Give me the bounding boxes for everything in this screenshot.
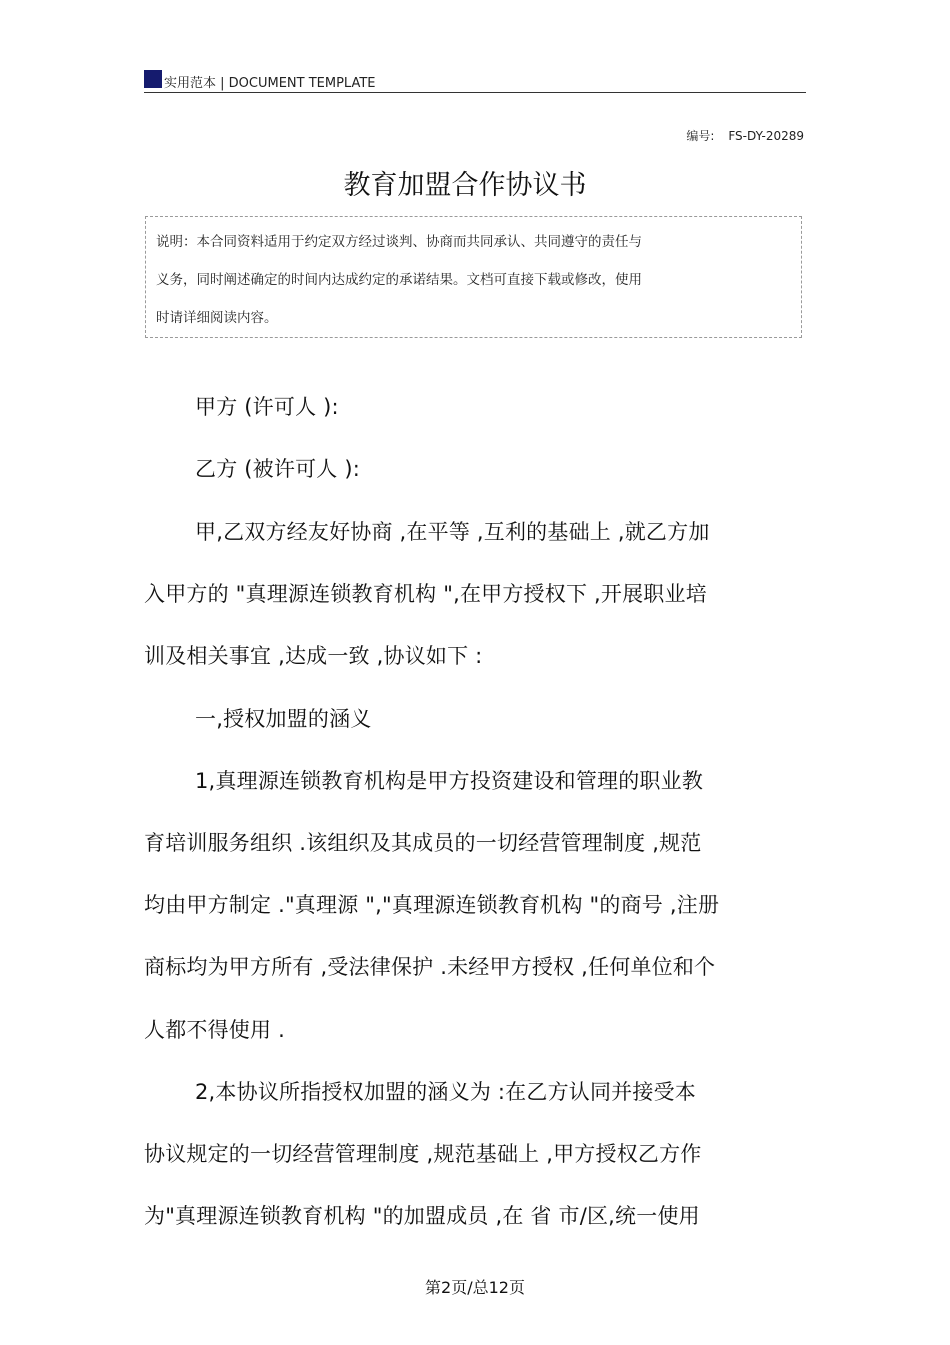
- party-a-line: 甲方 (许可人 ):: [195, 395, 339, 419]
- body-text-line: 均由甲方制定 ."真理源 ","真理源连锁教育机构 "的商号 ,注册: [144, 893, 720, 917]
- body-text-line: 甲,乙双方经友好协商 ,在平等 ,互利的基础上 ,就乙方加: [195, 520, 710, 544]
- document-title: 教育加盟合作协议书: [343, 170, 587, 201]
- document-header: [144, 70, 806, 93]
- header-text: 实用范本 | DOCUMENT TEMPLATE: [164, 76, 376, 91]
- note-box: [145, 216, 802, 338]
- body-text-line: 育培训服务组织 .该组织及其成员的一切经营管理制度 ,规范: [144, 831, 702, 855]
- body-text-line: 商标均为甲方所有 ,受法律保护 .未经甲方授权 ,任何单位和个: [144, 955, 716, 979]
- body-text-line: 入甲方的 "真理源连锁教育机构 ",在甲方授权下 ,开展职业培: [144, 582, 707, 606]
- body-text-line: 人都不得使用 .: [144, 1018, 285, 1042]
- section-heading: 一,授权加盟的涵义: [195, 707, 372, 731]
- body-text-line: 训及相关事宜 ,达成一致 ,协议如下 :: [144, 644, 483, 668]
- header-logo-mark: [144, 70, 162, 88]
- body-text-line: 1,真理源连锁教育机构是甲方投资建设和管理的职业教: [195, 769, 704, 793]
- note-line: 义务，同时阐述确定的时间内达成约定的承诺结果。文档可直接下载或修改，使用: [156, 272, 642, 288]
- party-b-line: 乙方 (被许可人 ):: [195, 457, 361, 481]
- document-number: [686, 127, 804, 144]
- note-line: 时请详细阅读内容。: [156, 310, 278, 326]
- body-text-line: 协议规定的一切经营管理制度 ,规范基础上 ,甲方授权乙方作: [144, 1142, 702, 1166]
- page-number: 第2页/总12页: [425, 1278, 525, 1297]
- body-text-line: 2,本协议所指授权加盟的涵义为 :在乙方认同并接受本: [195, 1080, 696, 1104]
- body-text-line: 为"真理源连锁教育机构 "的加盟成员 ,在 省 市/区,统一使用: [144, 1204, 700, 1228]
- document-number-value: FS-DY-20289: [728, 129, 804, 143]
- document-number-label: 编号:: [686, 129, 715, 143]
- note-line: 说明：本合同资料适用于约定双方经过谈判、协商而共同承认、共同遵守的责任与: [156, 234, 642, 250]
